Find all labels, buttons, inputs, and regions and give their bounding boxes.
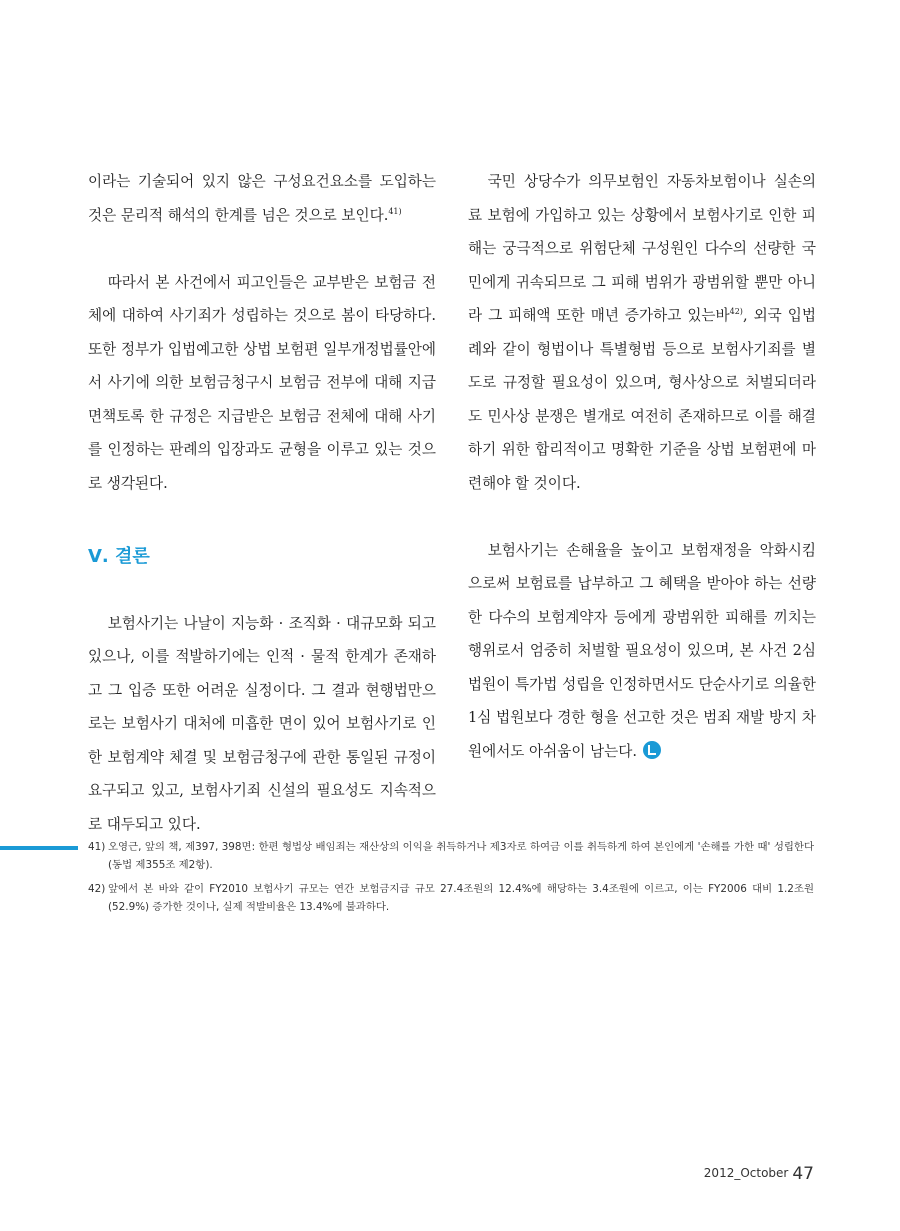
- paragraph: [88, 165, 436, 232]
- footnote-ref-41[interactable]: 41): [388, 206, 402, 216]
- footnotes: [88, 838, 814, 922]
- paragraph-text: 국민 상당수가 의무보험인 자동차보험이나 실손의료 보험에 가입하고 있는 상황에서 보험사기로 인한 피해는 궁극적으로 위험단체 구성원인 다수의 선량한 국민에게 귀속되므로 그 피해 범위가 광범위할 뿐만 아니라 그 피해액 또한 매년 증가하고 있는바: [468, 173, 816, 324]
- page-footer: [704, 1164, 814, 1184]
- paragraph: [468, 534, 816, 769]
- paragraph: 보험사기는 나날이 지능화 · 조직화 · 대규모화 되고 있으나, 이를 적발하기에는 인적 · 물적 한계가 존재하고 그 입증 또한 어려운 실정이다. 그 결과 현행법만으로는 보험사기 대처에 미흡한 면이 있어 보험사기로 인한 보험계약 체결 및 보험금청구에 관한 통일된 규정이 요구되고 있고, 보험사기죄 신설의 필요성도 지속적으로 대두되고 있다.: [88, 614, 436, 833]
- issue-label: 2012_October: [703, 1166, 789, 1180]
- paragraph-gap: [88, 232, 436, 266]
- section-heading: Ⅴ. 결론: [88, 545, 150, 567]
- footnote-text: 오영근, 앞의 책, 제397, 398면: 한편 형법상 배임죄는 재산상의 이익을 취득하거나 제3자로 하여금 이를 취득하게 하여 본인에게 '손해를 가한 때' 성립한다(동법 제355조 제2항).: [108, 841, 814, 871]
- paragraph-gap: [468, 500, 816, 534]
- footnote-41: [88, 838, 814, 874]
- footnote-number: 41): [88, 841, 106, 853]
- footnote-42: [88, 880, 814, 916]
- paragraph-text: 이라는 기술되어 있지 않은 구성요건요소를 도입하는 것은 문리적 해석의 한계를 넘은 것으로 보인다.: [88, 173, 436, 224]
- paragraph-text: , 외국 입법례와 같이 형법이나 특별형법 등으로 보험사기죄를 별도로 규정할 필요성이 있으며, 형사상으로 처벌되더라도 민사상 분쟁은 별개로 여전히 존재하므로 이를 해결하기 위한 합리적이고 명확한 기준을 상법 보험편에 마련해야 할 것이다.: [468, 307, 816, 492]
- left-column: [88, 165, 436, 841]
- right-column: [468, 165, 816, 768]
- paragraph: [468, 165, 816, 500]
- end-of-article-icon: [643, 741, 661, 759]
- paragraph: 따라서 본 사건에서 피고인들은 교부받은 보험금 전체에 대하여 사기죄가 성립하는 것으로 봄이 타당하다. 또한 정부가 입법예고한 상법 보험편 일부개정법률안에서 사기에 의한 보험금청구시 보험금 전부에 대해 지급면책토록 한 규정은 지급받은 보험금 전체에 대해 사기를 인정하는 판례의 입장과도 균형을 이루고 있는 것으로 생각된다.: [88, 273, 436, 492]
- footnote-text: 앞에서 본 바와 같이 FY2010 보험사기 규모는 연간 보험금지급 규모 27.4조원의 12.4%에 해당하는 3.4조원에 이르고, 이는 FY2006 대비 1.2조원(52.9%) 증가한 것이나, 실제 적발비율은 13.4%에 불과하다.: [108, 883, 814, 913]
- page-number: 47: [792, 1164, 814, 1184]
- paragraph-text: 보험사기는 손해율을 높이고 보험재정을 악화시킴으로써 보험료를 납부하고 그 혜택을 받아야 하는 선량한 다수의 보험계약자 등에게 광범위한 피해를 끼치는 행위로서 엄중히 처벌할 필요성이 있으며, 본 사건 2심 법원이 특가법 성립을 인정하면서도 단순사기로 의율한 1심 법원보다 경한 형을 선고한 것은 범죄 재발 방지 차원에서도 아쉬움이 남는다.: [468, 541, 816, 760]
- paragraph-gap: [88, 500, 436, 534]
- footnote-ref-42[interactable]: 42): [729, 307, 743, 316]
- footnote-rule: [0, 846, 78, 850]
- footnote-number: 42): [88, 883, 106, 895]
- paragraph-gap: [88, 573, 436, 607]
